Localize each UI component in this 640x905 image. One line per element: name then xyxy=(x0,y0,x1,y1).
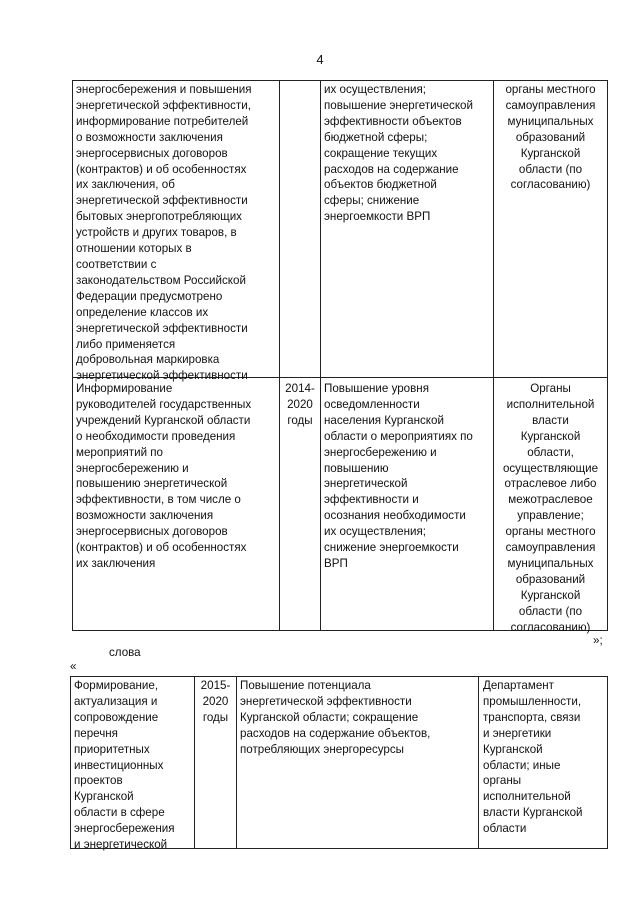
table1-row2-period: 2014- 2020 годы xyxy=(285,382,315,427)
table1-row2-executor: Органы исполнительной власти Курганской области, осуществляющие отраслевое либо межотраслевое управление; органы местного самоуправления муниципальных образований Курганской области (по согласованию) xyxy=(502,382,599,634)
table2-left-border xyxy=(70,676,71,849)
table2-right-border xyxy=(607,676,608,849)
table1-right-border xyxy=(607,80,608,631)
table2-row1-period: 2015- 2020 годы xyxy=(200,679,231,724)
word-slova: слова xyxy=(109,646,141,659)
table1-left-border xyxy=(72,80,73,631)
table1-col-divider-2 xyxy=(320,80,321,631)
table1-row1-measure: энергосбережения и повышения энергетической эффективности, информирование потребителей о возможности заключения энергосервисных договоров (контрактов) и об особенностях их заключения, об энергетической эффективности бытовых энергопотребляющих устройств и других товаров, в отношении которых в соответствии с законодательством Российской Федерации предусмотрено определение классов их энергетической эффективности либо применяется добровольная маркировка энергетической эффективности xyxy=(76,83,252,383)
closing-quote: »; xyxy=(593,634,603,647)
table2-col-divider-3 xyxy=(478,676,479,849)
table1-top-border xyxy=(72,80,608,81)
opening-quote: « xyxy=(70,660,77,673)
table2-row1-measure: Формирование, актуализация и сопровождение перечня приоритетных инвестиционных проектов Курганской области в сфере энергосбережения и энергетической xyxy=(74,679,175,852)
table1-row2-measure: Информирование руководителей государственных учреждений Курганской области о необходимости проведения мероприятий по энергосбережению и повышению энергетической эффективности, в том числе о возможности заключения энергосервисных договоров (контрактов) и об особенностях их заключения xyxy=(76,382,252,570)
table2-row1-executor: Департамент промышленности, транспорта, связи и энергетики Курганской области; иные органы исполнительной власти Курганской области xyxy=(483,679,583,836)
table2-row1-result: Повышение потенциала энергетической эффективности Курганской области; сокращение расходов на содержание объектов, потребляющих энергоресурсы xyxy=(240,679,431,756)
page-number: 4 xyxy=(316,52,324,67)
table1-col-divider-1 xyxy=(279,80,280,631)
table1-row2-result: Повышение уровня осведомленности населения Курганской области о мероприятиях по энергосбережению и повышению энергетической эффективности и осознания необходимости их осуществления; снижение энергоемкости ВРП xyxy=(324,382,473,570)
table1-row1-executor: органы местного самоуправления муниципальных образований Курганской области (по согласованию) xyxy=(505,83,596,192)
table2-col-divider-2 xyxy=(236,676,237,849)
table1-row1-result: их осуществления; повышение энергетической эффективности объектов бюджетной сферы; сокращение текущих расходов на содержание объектов бюджетной сферы; снижение энергоемкости ВРП xyxy=(324,83,473,224)
table2-top-border xyxy=(70,676,608,677)
